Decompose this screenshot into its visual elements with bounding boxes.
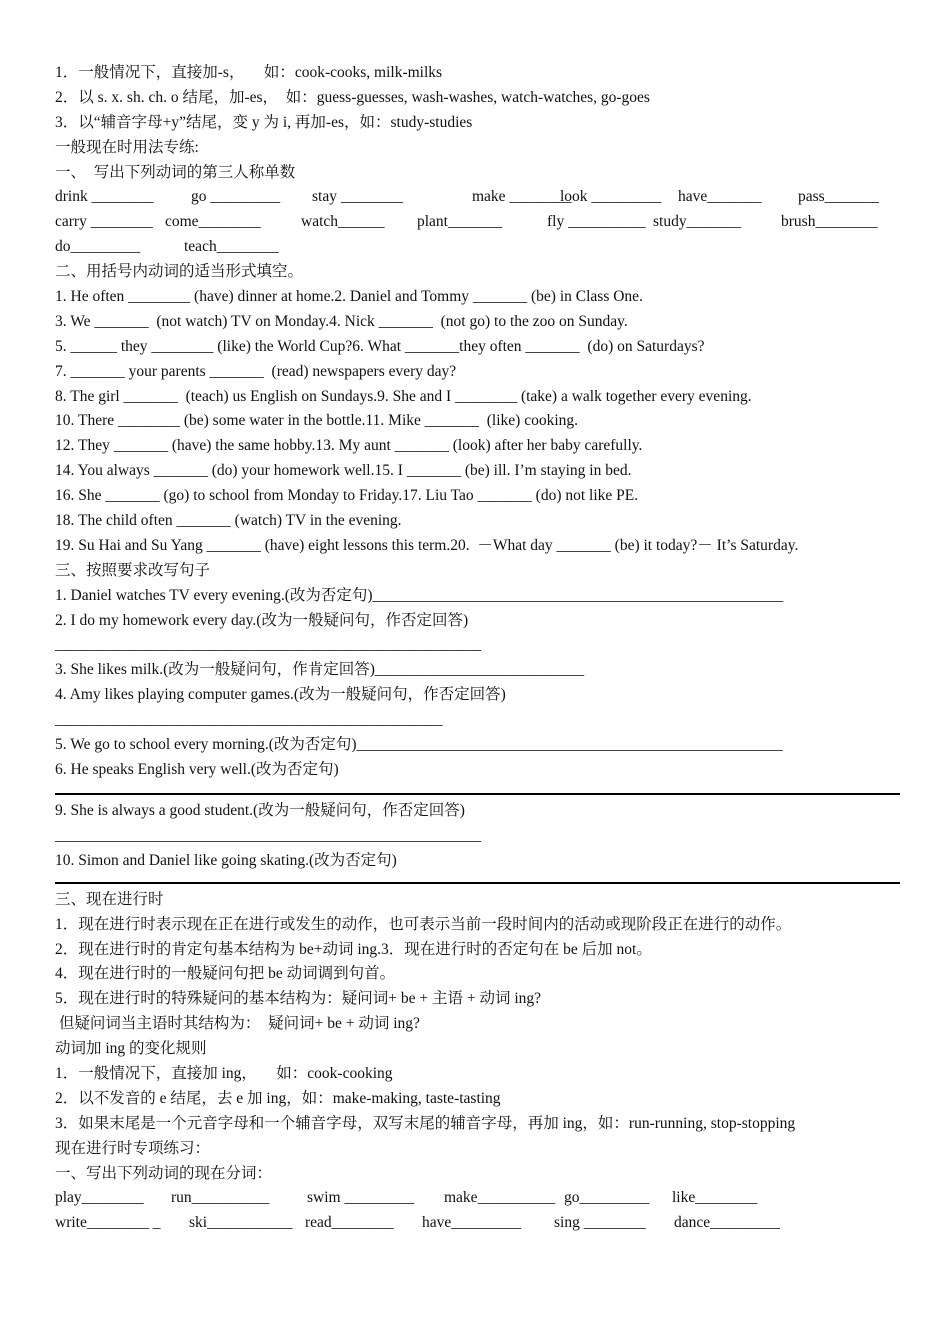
rewrite-q3: 3. She likes milk.(改为一般疑问句，作肯定回答)___________________________ (55, 661, 585, 679)
pc-rule: 2．现在进行时的肯定句基本结构为 be+动词 ing.3．现在进行时的否定句在 be 后加 not。 (55, 940, 652, 958)
divider-line (55, 793, 900, 795)
participle-row-1 (55, 1186, 900, 1211)
participle-item: write________ _ (55, 1214, 161, 1232)
verb-item: teach________ (184, 238, 279, 256)
fill-blank-line: 3. We _______ (not watch) TV on Monday.4. Nick _______ (not go) to the zoo on Sunday. (55, 312, 628, 330)
fill-blank-line: 7. _______ your parents _______ (read) newspapers every day? (55, 362, 457, 380)
pc-practice-title: 现在进行时专项练习： (55, 1139, 211, 1157)
participle-item: dance_________ (674, 1214, 780, 1232)
third-person-row-3 (55, 235, 900, 260)
rewrite-q2-answer-line: _______________________________________________________ (55, 636, 482, 654)
fill-blank-line: 5. ______ they ________ (like) the World Cup?6. What _______they often _______ (do) on Saturdays? (55, 337, 705, 355)
present-continuous-title: 三、现在进行时 (55, 890, 164, 908)
fill-blank-line: 12. They _______ (have) the same hobby.13. My aunt _______ (look) after her baby carefully. (55, 437, 643, 455)
plural-rule-1: 1．一般情况下，直接加-s， 如：cook-cooks, milk-milks (55, 64, 443, 81)
ing-rule: 1．一般情况下，直接加 ing， 如：cook-cooking (55, 1064, 393, 1082)
fill-blank-line: 8. The girl _______ (teach) us English on Sundays.9. She and I ________ (take) a walk together every evening. (55, 387, 752, 405)
fill-blank-line: 16. She _______ (go) to school from Monday to Friday.17. Liu Tao _______ (do) not like PE. (55, 487, 639, 505)
participle-item: run__________ (171, 1189, 270, 1207)
participle-item: have_________ (422, 1214, 522, 1232)
verb-item: make ________ (472, 188, 572, 206)
divider-line (55, 882, 900, 884)
rewrite-q6: 6. He speaks English very well.(改为否定句) (55, 760, 339, 778)
rewrite-q9-answer-line: _______________________________________________________ (55, 826, 482, 844)
verb-item: have_______ (678, 188, 762, 206)
pc-rule: 4．现在进行时的一般疑问句把 be 动词调到句首。 (55, 965, 396, 983)
fill-blank-line: 19. Su Hai and Su Yang _______ (have) eight lessons this term.20. －What day _______ (be) it today?－ It’s Saturday. (55, 536, 799, 554)
participle-item: read________ (305, 1214, 394, 1232)
rewrite-q4: 4. Amy likes playing computer games.(改为一般疑问句，作否定回答) (55, 686, 506, 704)
participle-row-2 (55, 1211, 900, 1236)
ing-rule: 3．如果末尾是一个元音字母和一个辅音字母，双写末尾的辅音字母，再加 ing，如：run-running, stop-stopping (55, 1114, 796, 1132)
rewrite-q1: 1. Daniel watches TV every evening.(改为否定句)_____________________________________________________ (55, 586, 784, 604)
fill-blank-line: 10. There ________ (be) some water in the bottle.11. Mike _______ (like) cooking. (55, 412, 579, 430)
third-person-row-2 (55, 210, 900, 235)
pc-rule: 5．现在进行时的特殊疑问的基本结构为：疑问词+ be + 主语 + 动词 ing? (55, 990, 542, 1008)
verb-item: brush________ (781, 213, 878, 231)
verb-item: come________ (165, 213, 261, 231)
plural-rule-2: 2．以 s. x. sh. ch. o 结尾，加-es， 如：guess-guesses, wash-washes, watch-watches, go-goes (55, 88, 650, 106)
third-person-row-1 (55, 185, 900, 210)
verb-item: do_________ (55, 238, 141, 256)
participle-item: sing ________ (554, 1214, 646, 1232)
pc-rule: 但疑问词当主语时其结构为： 疑问词+ be + 动词 ing? (55, 1015, 420, 1033)
verb-item: go _________ (191, 188, 281, 206)
rewrite-q5: 5. We go to school every morning.(改为否定句)_______________________________________________________ (55, 736, 783, 754)
section1-title: 一、 写出下列动词的第三人称单数 (55, 163, 296, 181)
verb-item: drink ________ (55, 188, 154, 206)
rewrite-q9: 9. She is always a good student.(改为一般疑问句，作否定回答) (55, 801, 465, 819)
participle-item: like________ (672, 1189, 758, 1207)
verb-item: fly __________ (547, 213, 646, 231)
section3-title: 三、按照要求改写句子 (55, 561, 211, 579)
participle-item: ski___________ (189, 1214, 293, 1232)
plural-rule-3: 3．以“辅音字母+y”结尾，变 y 为 i, 再加-es，如：study-studies (55, 113, 473, 131)
verb-item: watch______ (301, 213, 385, 231)
pc-exercise1-title: 一、写出下列动词的现在分词： (55, 1164, 273, 1182)
verb-item: plant_______ (417, 213, 503, 231)
fill-blank-line: 1. He often ________ (have) dinner at home.2. Daniel and Tommy _______ (be) in Class One. (55, 288, 643, 306)
verb-item: carry ________ (55, 213, 153, 231)
verb-item: look _________ (560, 188, 662, 206)
participle-item: go_________ (564, 1189, 650, 1207)
verb-item: study_______ (653, 213, 741, 231)
ing-rules-title: 动词加 ing 的变化规则 (55, 1040, 207, 1058)
verb-item: stay ________ (312, 188, 403, 206)
pc-rule: 1．现在进行时表示现在正在进行或发生的动作，也可表示当前一段时间内的活动或现阶段正在进行的动作。 (55, 915, 792, 933)
section2-title: 二、用括号内动词的适当形式填空。 (55, 263, 304, 281)
worksheet-page (55, 61, 900, 1236)
participle-item: make__________ (444, 1189, 556, 1207)
participle-item: swim _________ (307, 1189, 415, 1207)
ing-rule: 2．以不发音的 e 结尾，去 e 加 ing，如：make-making, taste-tasting (55, 1089, 501, 1107)
fill-blank-line: 18. The child often _______ (watch) TV in the evening. (55, 512, 402, 530)
participle-item: play________ (55, 1189, 144, 1207)
fill-blank-line: 14. You always _______ (do) your homework well.15. I _______ (be) ill. I’m staying in bed. (55, 462, 632, 480)
verb-item: pass_______ (798, 188, 879, 206)
practice-title: 一般现在时用法专练: (55, 138, 199, 156)
rewrite-q10: 10. Simon and Daniel like going skating.(改为否定句) (55, 851, 397, 869)
rewrite-q2: 2. I do my homework every day.(改为一般疑问句，作否定回答) (55, 611, 469, 629)
rewrite-q4-answer-line: __________________________________________________ (55, 711, 443, 729)
